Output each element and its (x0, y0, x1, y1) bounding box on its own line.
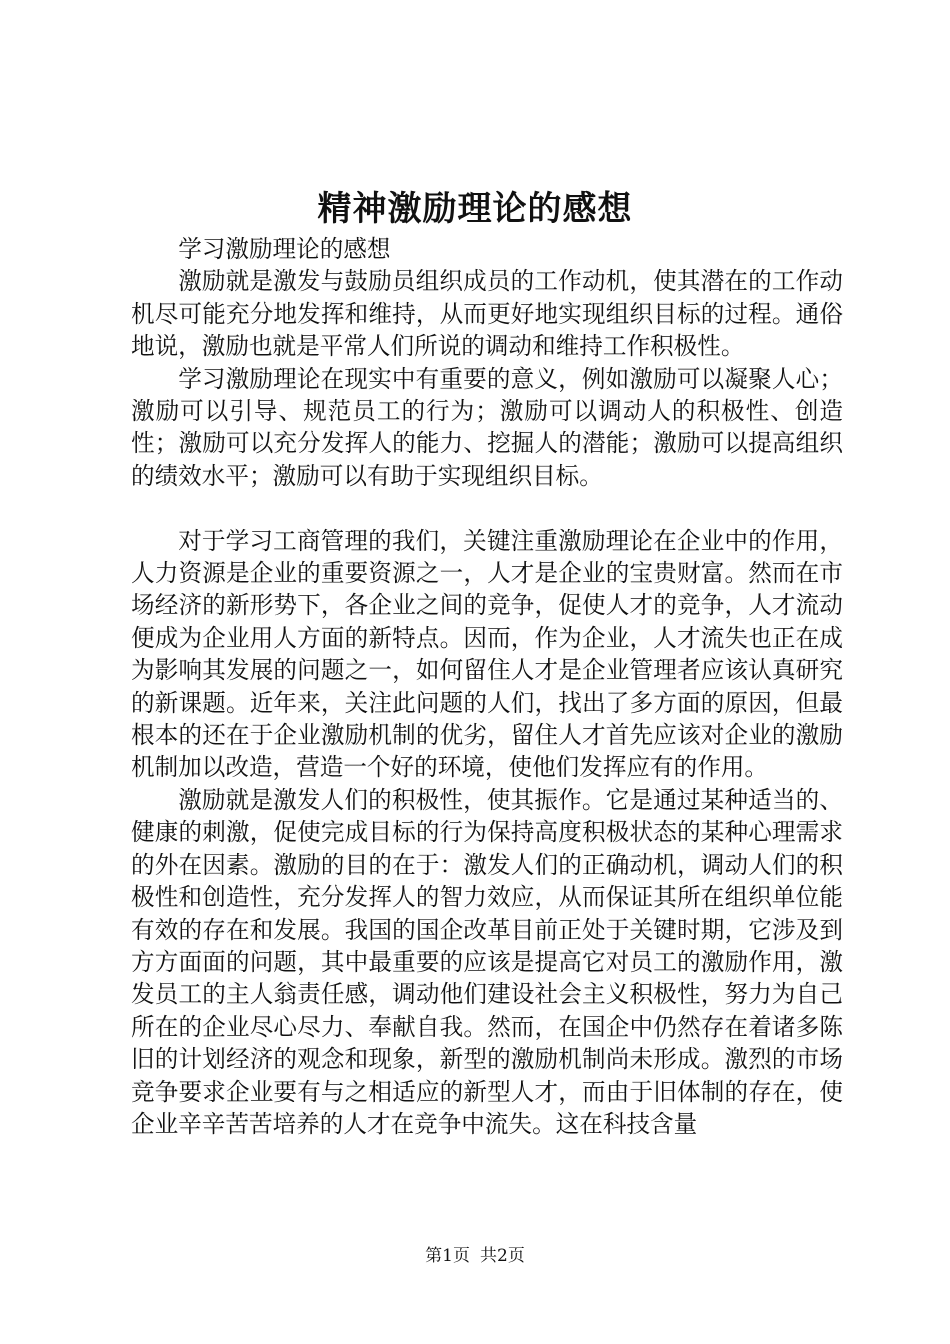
paragraph-motivation-purpose: 激励就是激发人们的积极性，使其振作。它是通过某种适当的、健康的刺激，促使完成目标的行为保持高度积极状态的某种心理需求的外在因素。激励的目的在于：激发人们的正确动机，调动人们的积极性和创造性，充分发挥人的智力效应，从而保证其所在组织单位能有效的存在和发展。我国的国企改革目前正处于关键时期，它涉及到方方面面的问题，其中最重要的应该是提高它对员工的激励作用，激发员工的主人翁责任感，调动他们建设社会主义积极性，努力为自己所在的企业尽心尽力、奉献自我。然而，在国企中仍然存在着诸多陈旧的计划经济的观念和现象，新型的激励机制尚未形成。激烈的市场竞争要求企业要有与之相适应的新型人才，而由于旧体制的存在，使企业辛辛苦苦培养的人才在竞争中流失。这在科技含量 (131, 785, 843, 1138)
document-body (131, 233, 843, 1140)
page-total: 共2页 (480, 1246, 525, 1266)
page-footer (0, 1244, 950, 1268)
document-title: 精神激励理论的感想 (317, 189, 633, 229)
paragraph-subtitle: 学习激励理论的感想 (178, 235, 391, 263)
paragraph-significance: 学习激励理论在现实中有重要的意义，例如激励可以凝聚人心；激励可以引导、规范员工的行为；激励可以调动人的积极性、创造性；激励可以充分发挥人的能力、挖掘人的潜能；激励可以提高组织的绩效水平；激励可以有助于实现组织目标。 (131, 364, 843, 490)
paragraph-business-management: 对于学习工商管理的我们，关键注重激励理论在企业中的作用，人力资源是企业的重要资源之一，人才是企业的宝贵财富。然而在市场经济的新形势下，各企业之间的竞争，促使人才的竞争，人才流动便成为企业用人方面的新特点。因而，作为企业，人才流失也正在成为影响其发展的问题之一，如何留住人才是企业管理者应该认真研究的新课题。近年来，关注此问题的人们，找出了多方面的原因，但最根本的还在于企业激励机制的优劣，留住人才首先应该对企业的激励机制加以改造，营造一个好的环境，使他们发挥应有的作用。 (131, 526, 843, 782)
paragraph-definition: 激励就是激发与鼓励员组织成员的工作动机，使其潜在的工作动机尽可能充分地发挥和维持，从而更好地实现组织目标的过程。通俗地说，激励也就是平常人们所说的调动和维持工作积极性。 (131, 267, 843, 361)
page-number: 第1页 (425, 1246, 470, 1266)
